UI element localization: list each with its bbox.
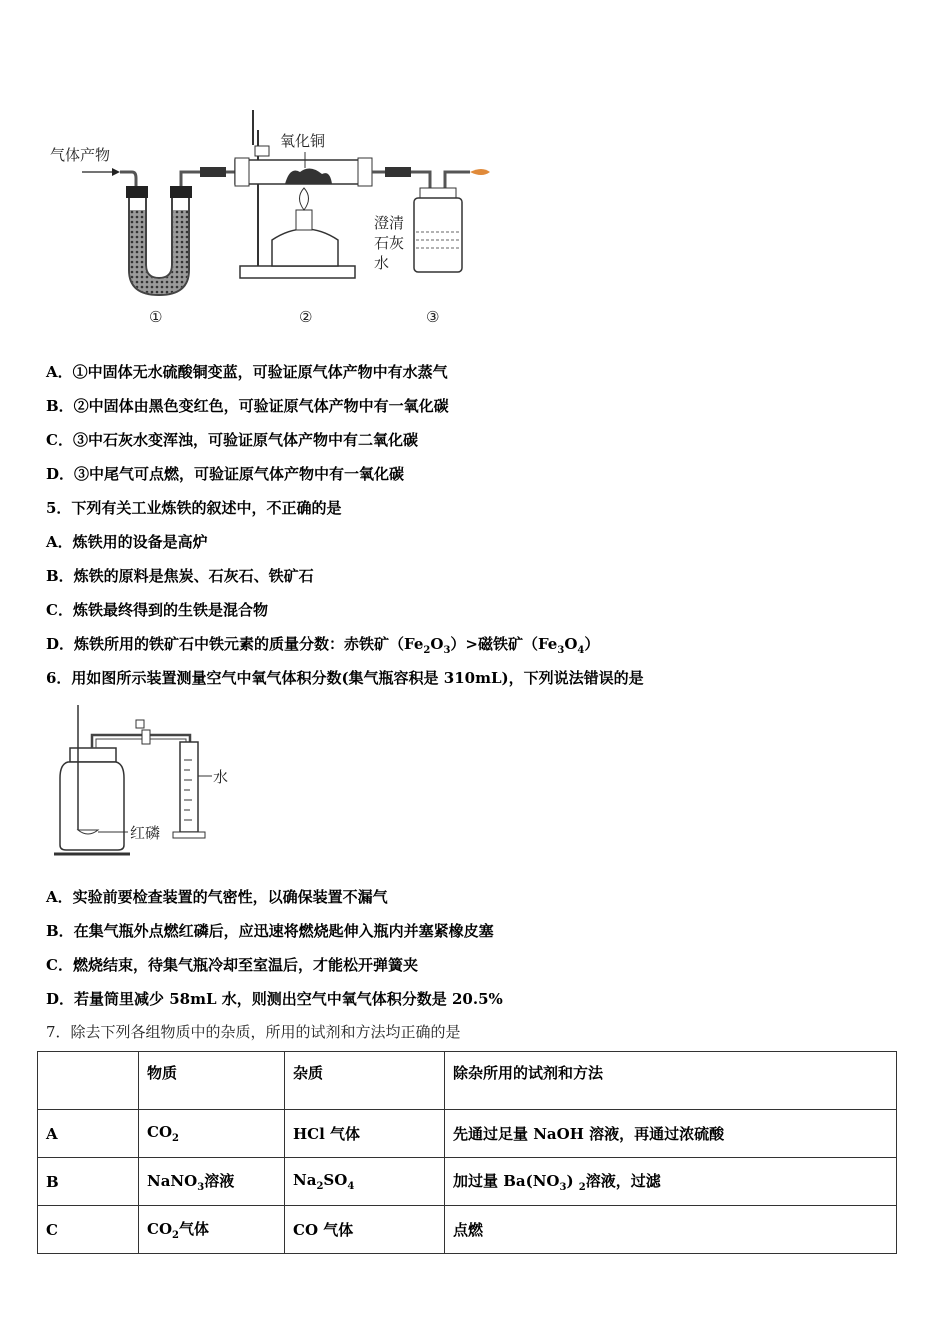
q7-table [37,1051,897,1254]
table-header-cell [38,1052,139,1110]
table-header-row [38,1052,897,1110]
table-header-cell: 物质 [139,1052,285,1110]
alcohol-lamp [272,188,338,266]
q6-option-a: A．实验前要检查装置的气密性，以确保装置不漏气 [46,888,388,906]
lime-water-label-1: 澄清 [374,214,405,232]
marker-1: ① [149,308,163,326]
gas-collecting-bottle [54,748,130,854]
water-label: 水 [213,768,229,786]
table-header-cell: 除杂所用的试剂和方法 [445,1052,897,1110]
q6-option-c: C．燃烧结束，待集气瓶冷却至室温后，才能松开弹簧夹 [46,956,418,974]
row-impurity: CO 气体 [285,1206,445,1254]
marker-2: ② [299,308,313,326]
red-phosphorus-label: 红磷 [130,824,161,842]
q6-option-b: B．在集气瓶外点燃红磷后，应迅速将燃烧匙伸入瓶内并塞紧橡皮塞 [46,922,494,940]
table-row [38,1158,897,1206]
row-substance: $CO_2$气体 [139,1206,285,1254]
row-id: B [38,1158,139,1206]
row-id: A [38,1110,139,1158]
row-substance: $CO_2$ [139,1110,285,1158]
q5-stem: 5．下列有关工业炼铁的叙述中，不正确的是 [46,499,342,517]
q5-option-a: A．炼铁用的设备是高炉 [46,533,208,551]
q7-stem: 7．除去下列各组物质中的杂质，所用的试剂和方法均正确的是 [46,1023,461,1041]
lime-water-label-2: 石灰 [374,234,405,252]
gas-product-label: 气体产物 [50,146,111,164]
q5-option-b: B．炼铁的原料是焦炭、石灰石、铁矿石 [46,567,314,585]
row-impurity: $Na_2SO_4$ [285,1158,445,1206]
row-id: C [38,1206,139,1254]
lime-water-bottle [414,188,462,272]
row-method: 加过量 $Ba(NO_3)$ $_2$溶液，过滤 [445,1158,897,1206]
table-row [38,1110,897,1158]
figure-2-apparatus [50,700,250,862]
lime-water-label-3: 水 [374,254,390,272]
q5-option-d: D．炼铁所用的铁矿石中铁元素的质量分数：赤铁矿$(Fe_2O_3)>$磁铁矿$(Fe_3O_4)$ [46,635,600,656]
copper-oxide-label: 氧化铜 [280,132,326,150]
row-method: 点燃 [445,1206,897,1254]
spring-clamp [142,730,150,744]
measuring-cylinder [173,742,205,838]
row-substance: NaNO$_3$溶液 [139,1158,285,1206]
q5-option-c: C．炼铁最终得到的生铁是混合物 [46,601,268,619]
table-row [38,1206,897,1254]
marker-3: ③ [426,308,440,326]
flame-icon [470,169,490,175]
row-impurity: HCl 气体 [285,1110,445,1158]
q6-option-d: D．若量筒里减少 58mL 水，则测出空气中氧气体积分数是 20.5% [46,990,503,1008]
combustion-tube [235,158,372,186]
figure-1-apparatus [40,100,500,330]
q4-option-c: C．③中石灰水变浑浊，可验证原气体产物中有二氧化碳 [46,431,418,449]
table-header-cell: 杂质 [285,1052,445,1110]
u-tube-drying [126,186,192,295]
q4-option-a: A．①中固体无水硫酸铜变蓝，可验证原气体产物中有水蒸气 [46,363,448,381]
q6-stem: 6．用如图所示装置测量空气中氧气体积分数(集气瓶容积是 310mL)，下列说法错误的是 [46,669,644,687]
row-method: 先通过足量 NaOH 溶液，再通过浓硫酸 [445,1110,897,1158]
q4-option-b: B．②中固体由黑色变红色，可验证原气体产物中有一氧化碳 [46,397,449,415]
q4-option-d: D．③中尾气可点燃，可验证原气体产物中有一氧化碳 [46,465,405,483]
